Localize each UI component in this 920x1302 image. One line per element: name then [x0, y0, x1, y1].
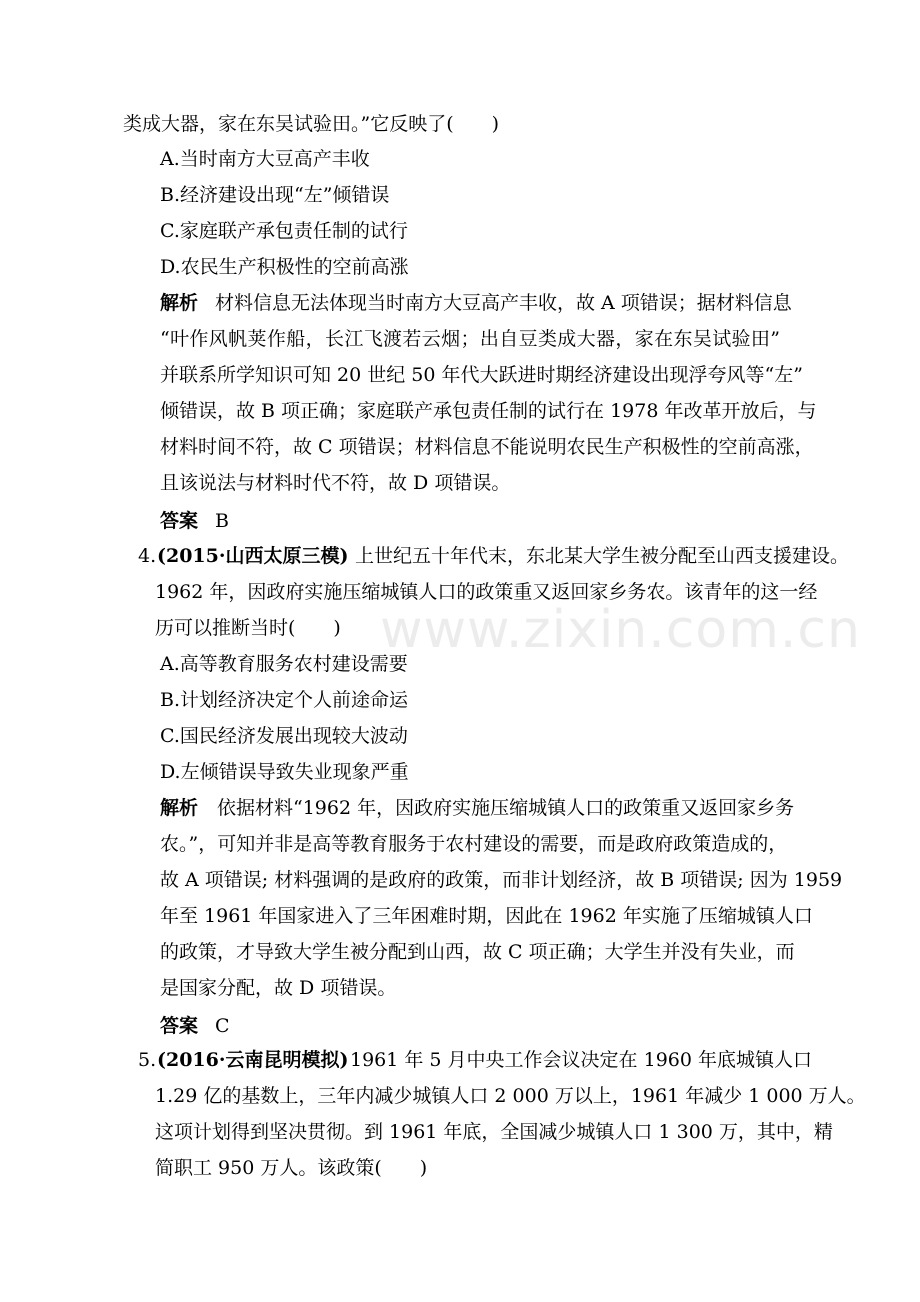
q4-option-a: A.高等教育服务农村建设需要 — [160, 653, 408, 675]
q4-answer: C — [215, 1015, 230, 1037]
q3-analysis-label: 解析 — [160, 292, 199, 314]
q4-option-d: D.左倾错误导致失业现象严重 — [160, 761, 409, 783]
q3-analysis-line: 材料信息无法体现当时南方大豆高产丰收，故 A 项错误；据材料信息 — [215, 292, 792, 314]
q3-stem-tail: 类成大器，家在东吴试验田。”它反映了( ) — [123, 113, 500, 135]
q5-stem-line: 1.29 亿的基数上，三年内减少城镇人口 2 000 万以上，1961 年减少 1 000 万人。 — [155, 1085, 866, 1107]
q3-answer-label: 答案 — [160, 510, 199, 532]
q5-stem-line: 这项计划得到坚决贯彻。到 1961 年底，全国减少城镇人口 1 300 万，其中，精 — [155, 1121, 833, 1143]
q5-stem-line: 简职工 950 万人。该政策( ) — [155, 1157, 428, 1179]
q4-stem-line: 1962 年，因政府实施压缩城镇人口的政策重又返回家乡务农。该青年的这一经 — [155, 581, 818, 603]
q4-analysis-line: 故 A 项错误; 材料强调的是政府的政策，而非计划经济，故 B 项错误; 因为 1959 — [160, 869, 843, 891]
q4-analysis-line: 年至 1961 年国家进入了三年困难时期，因此在 1962 年实施了压缩城镇人口 — [160, 905, 813, 927]
q5-number: 5. — [138, 1049, 157, 1071]
q4-stem-line: 历可以推断当时( ) — [155, 617, 341, 639]
q4-stem-line: 上世纪五十年代末，东北某大学生被分配至山西支援建设。 — [355, 545, 850, 567]
q4-number: 4. — [138, 545, 157, 567]
q3-analysis-line: 且该说法与材料时代不符，故 D 项错误。 — [160, 472, 511, 494]
q3-analysis-line: 并联系所学知识可知 20 世纪 50 年代大跃进时期经济建设出现浮夸风等“左” — [160, 364, 803, 386]
q4-analysis-line: 农。”，可知并非是高等教育服务于农村建设的需要，而是政府政策造成的， — [160, 833, 788, 855]
q5-stem-line: 1961 年 5 月中央工作会议决定在 1960 年底城镇人口 — [350, 1049, 812, 1071]
q3-analysis-line: 材料时间不符，故 C 项错误；材料信息不能说明农民生产积极性的空前高涨， — [160, 436, 814, 458]
q3-answer: B — [215, 510, 229, 532]
watermark: www.zixin.com.cn — [380, 600, 861, 660]
q4-answer-label: 答案 — [160, 1015, 199, 1037]
q3-option-d: D.农民生产积极性的空前高涨 — [160, 256, 409, 278]
q4-source: (2015·山西太原三模) — [157, 545, 349, 567]
q4-analysis-line: 的政策，才导致大学生被分配到山西，故 C 项正确；大学生并没有失业，而 — [160, 941, 795, 963]
q4-option-b: B.计划经济决定个人前途命运 — [160, 689, 409, 711]
q3-analysis-line: 倾错误，故 B 项正确；家庭联产承包责任制的试行在 1978 年改革开放后，与 — [160, 400, 817, 422]
q3-option-c: C.家庭联产承包责任制的试行 — [160, 220, 408, 242]
q3-option-a: A.当时南方大豆高产丰收 — [160, 148, 370, 170]
q3-analysis-line: “叶作风帆荚作船，长江飞渡若云烟；出自豆类成大器，家在东吴试验田” — [160, 328, 780, 350]
q4-analysis-label: 解析 — [160, 797, 199, 819]
q4-analysis-line: 是国家分配，故 D 项错误。 — [160, 977, 397, 999]
q3-option-b: B.经济建设出现“左”倾错误 — [160, 184, 390, 206]
q4-analysis-line: 依据材料“1962 年，因政府实施压缩城镇人口的政策重又返回家乡务 — [217, 797, 795, 819]
q5-source: (2016·云南昆明模拟) — [157, 1049, 349, 1071]
q4-option-c: C.国民经济发展出现较大波动 — [160, 725, 408, 747]
